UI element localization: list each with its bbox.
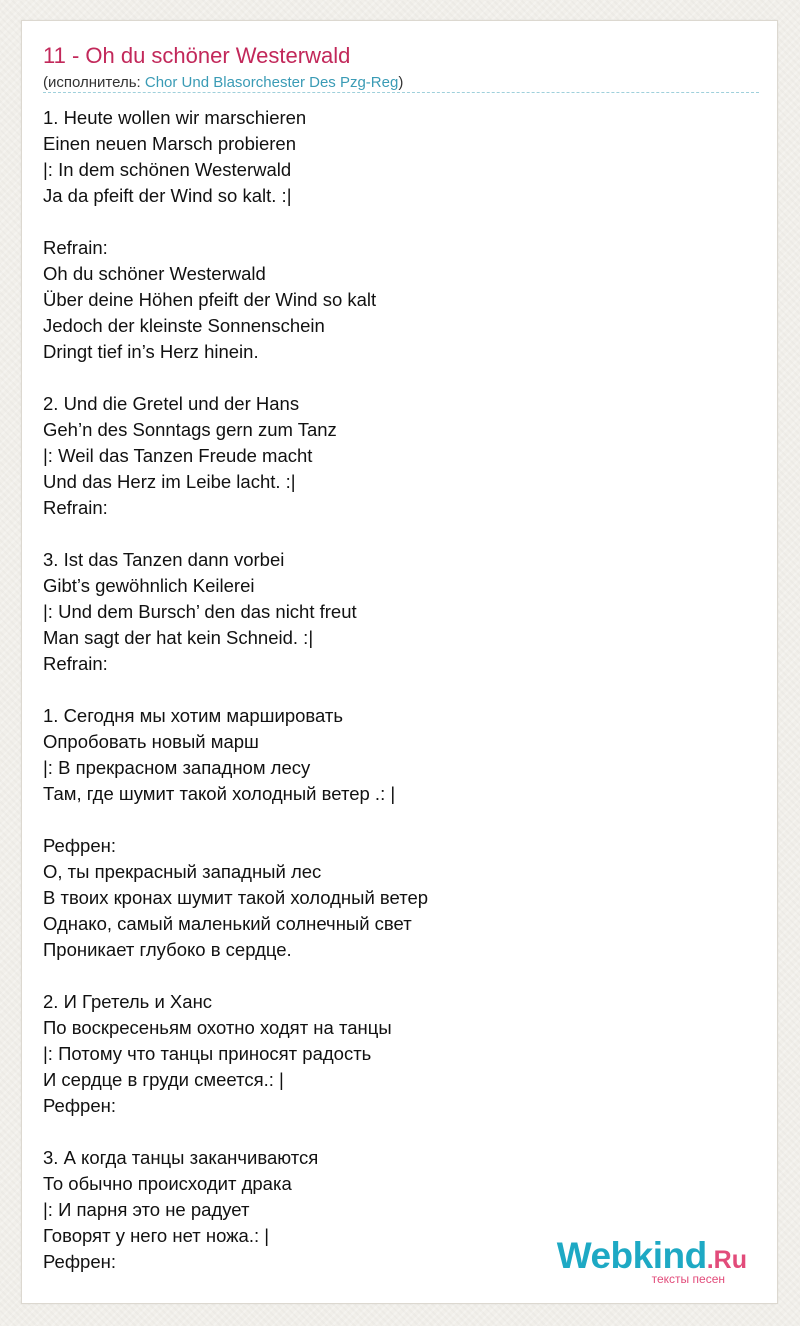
- lyric-line: Dringt tief in’s Herz hinein.: [43, 341, 259, 362]
- lyric-line: В твоих кронах шумит такой холодный ветер: [43, 887, 429, 908]
- lyric-line: |: И парня это не радует: [43, 1199, 250, 1220]
- lyric-line: |: Und dem Bursch’ den das nicht freut: [43, 601, 357, 622]
- lyric-line: Jedoch der kleinste Sonnenschein: [43, 315, 325, 336]
- lyric-line: Там, где шумит такой холодный ветер .: |: [43, 783, 396, 804]
- lyric-line: 2. И Гретель и Ханс: [43, 991, 213, 1012]
- lyric-line: Ja da pfeift der Wind so kalt. :|: [43, 185, 292, 206]
- lyric-line: Проникает глубоко в сердце.: [43, 939, 292, 960]
- lyric-line: Oh du schöner Westerwald: [43, 263, 266, 284]
- lyric-line: |: Weil das Tanzen Freude macht: [43, 445, 313, 466]
- lyric-line: По воскресеньям охотно ходят на танцы: [43, 1017, 392, 1038]
- lyric-blank-line: [43, 963, 428, 989]
- lyric-line: |: In dem schönen Westerwald: [43, 159, 292, 180]
- lyric-line: Geh’n des Sonntags gern zum Tanz: [43, 419, 337, 440]
- lyrics-card: [21, 20, 778, 1304]
- lyric-line: Рефрен:: [43, 1095, 116, 1116]
- lyrics-text: [43, 105, 428, 1275]
- lyric-blank-line: [43, 677, 428, 703]
- lyric-line: То обычно происходит драка: [43, 1173, 292, 1194]
- lyric-line: 2. Und die Gretel und der Hans: [43, 393, 300, 414]
- logo-name: Webkind: [556, 1235, 707, 1276]
- lyric-line: 3. А когда танцы заканчиваются: [43, 1147, 319, 1168]
- lyric-blank-line: [43, 521, 428, 547]
- artist-line: [43, 74, 403, 91]
- lyric-line: Refrain:: [43, 497, 108, 518]
- lyric-line: 1. Heute wollen wir marschieren: [43, 107, 307, 128]
- lyric-line: Refrain:: [43, 237, 108, 258]
- lyric-line: Man sagt der hat kein Schneid. :|: [43, 627, 314, 648]
- lyric-line: О, ты прекрасный западный лес: [43, 861, 322, 882]
- site-logo[interactable]: [556, 1235, 747, 1286]
- lyric-line: Однако, самый маленький солнечный свет: [43, 913, 412, 934]
- lyric-line: Über deine Höhen pfeift der Wind so kalt: [43, 289, 377, 310]
- artist-link[interactable]: Chor Und Blasorchester Des Pzg-Reg: [144, 74, 399, 91]
- logo-tld: .Ru: [706, 1246, 747, 1274]
- lyric-line: |: В прекрасном западном лесу: [43, 757, 311, 778]
- lyric-blank-line: [43, 807, 428, 833]
- lyric-blank-line: [43, 1119, 428, 1145]
- title-divider: [43, 92, 759, 93]
- lyric-line: Рефрен:: [43, 1251, 116, 1272]
- lyric-line: Und das Herz im Leibe lacht. :|: [43, 471, 296, 492]
- lyric-line: |: Потому что танцы приносят радость: [43, 1043, 372, 1064]
- lyric-line: Einen neuen Marsch probieren: [43, 133, 296, 154]
- lyric-line: Gibt’s gewöhnlich Keilerei: [43, 575, 255, 596]
- lyric-blank-line: [43, 365, 428, 391]
- lyric-line: 3. Ist das Tanzen dann vorbei: [43, 549, 285, 570]
- lyric-line: Refrain:: [43, 653, 108, 674]
- lyric-line: Говорят у него нет ножа.: |: [43, 1225, 270, 1246]
- artist-suffix: ): [398, 74, 404, 91]
- logo-tagline: тексты песен: [651, 1272, 725, 1286]
- lyric-line: Рефрен:: [43, 835, 116, 856]
- lyric-line: Опробовать новый марш: [43, 731, 259, 752]
- song-title: 11 - Oh du schöner Westerwald: [43, 43, 351, 68]
- lyric-line: 1. Сегодня мы хотим маршировать: [43, 705, 344, 726]
- artist-prefix: (исполнитель:: [43, 74, 145, 91]
- lyric-blank-line: [43, 209, 428, 235]
- lyric-line: И сердце в груди смеется.: |: [43, 1069, 284, 1090]
